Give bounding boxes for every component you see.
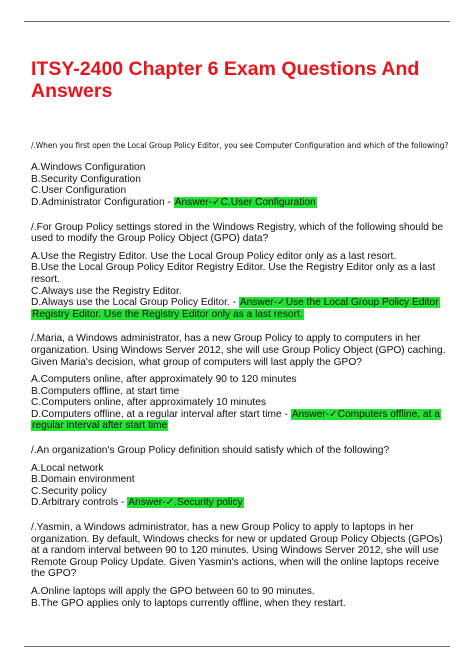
question-1-option-b: B.Security Configuration	[31, 173, 141, 185]
question-1-answer: Answer-✓C.User Configuration	[174, 196, 316, 208]
question-2-option-b: B.Use the Local Group Policy Editor Registry Editor. Use the Registry Editor only as a last resort.	[31, 262, 436, 285]
question-4-stem: /.An organization's Group Policy definition should satisfy which of the following?	[31, 445, 390, 457]
question-1-option-a: A.Windows Configuration	[31, 162, 146, 174]
question-5-option-b: B.The GPO applies only to laptops currently offline, when they restart.	[31, 597, 346, 609]
question-2-stem: /.For Group Policy settings stored in the Windows Registry, which of the following should be used to modify the Group Policy Object (GPO) data?	[31, 221, 444, 245]
question-4-option-a: A.Local network	[31, 462, 104, 474]
document-title: ITSY-2400 Chapter 6 Exam Questions And Answers	[31, 58, 420, 102]
question-3-option-d-text: D.Computers offline, at a regular interval after start time -	[31, 408, 291, 420]
question-4-option-b: B.Domain environment	[31, 474, 135, 486]
question-list	[31, 140, 451, 622]
question-2-option-d	[31, 297, 451, 320]
question-3-answer: Answer-✓Computers offline, at a regular interval after start time	[32, 408, 440, 432]
question-2-answer: Answer-✓Use the Local Group Policy Editor Registry Editor. Use the Registry Editor only as a last resort.	[32, 297, 439, 320]
question-4-option-c: C.Security policy	[31, 485, 107, 497]
top-rule	[24, 21, 450, 22]
question-2-option-c: C.Always use the Registry Editor.	[31, 285, 182, 297]
question-5-stem: /.Yasmin, a Windows administrator, has a new Group Policy to apply to laptops in her organization. By default, Windows checks for new or updated Group Policy Objects (GPOs) at a random interval between 90 to 120 minutes. Using Windows Server 2012, she will use Remote Group Policy Update. Given Yasmin's actions, when will the online laptops receive the GPO?	[31, 522, 443, 580]
question-1-stem: /.When you first open the Local Group Policy Editor, you see Computer Configuration and which of the following?	[31, 141, 449, 150]
question-4-answer: Answer-✓.Security policy	[128, 497, 243, 509]
bottom-rule	[24, 646, 450, 647]
question-2-option-a: A.Use the Registry Editor. Use the Local Group Policy editor only as a last resort.	[31, 250, 397, 262]
question-3-option-c: C.Computers online, after approximately 10 minutes	[31, 397, 266, 409]
question-3-option-d	[31, 409, 451, 432]
question-3-option-b: B.Computers offline, at start time	[31, 385, 180, 397]
question-1-option-c: C.User Configuration	[31, 185, 127, 197]
question-1-option-d	[31, 197, 451, 209]
question-2-option-d-text: D.Always use the Local Group Policy Editor. -	[31, 297, 239, 309]
question-4-option-d-text: D.Arbitrary controls -	[31, 497, 128, 509]
question-4	[31, 445, 451, 509]
question-4-option-d	[31, 497, 451, 509]
question-3-stem: /.Maria, a Windows administrator, has a new Group Policy to apply to computers in her organization. Using Windows Server 2012, she will use Group Policy Object (GPO) caching. Given Maria's decision, what group of computers will last apply the GPO?	[31, 333, 446, 368]
question-2	[31, 222, 451, 321]
question-3	[31, 333, 451, 432]
question-3-option-a: A.Computers online, after approximately 90 to 120 minutes	[31, 374, 297, 386]
question-5	[31, 522, 451, 609]
question-5-option-a: A.Online laptops will apply the GPO between 60 to 90 minutes.	[31, 586, 315, 598]
question-1-option-d-text: D.Administrator Configuration -	[31, 196, 174, 208]
question-1	[31, 140, 451, 209]
